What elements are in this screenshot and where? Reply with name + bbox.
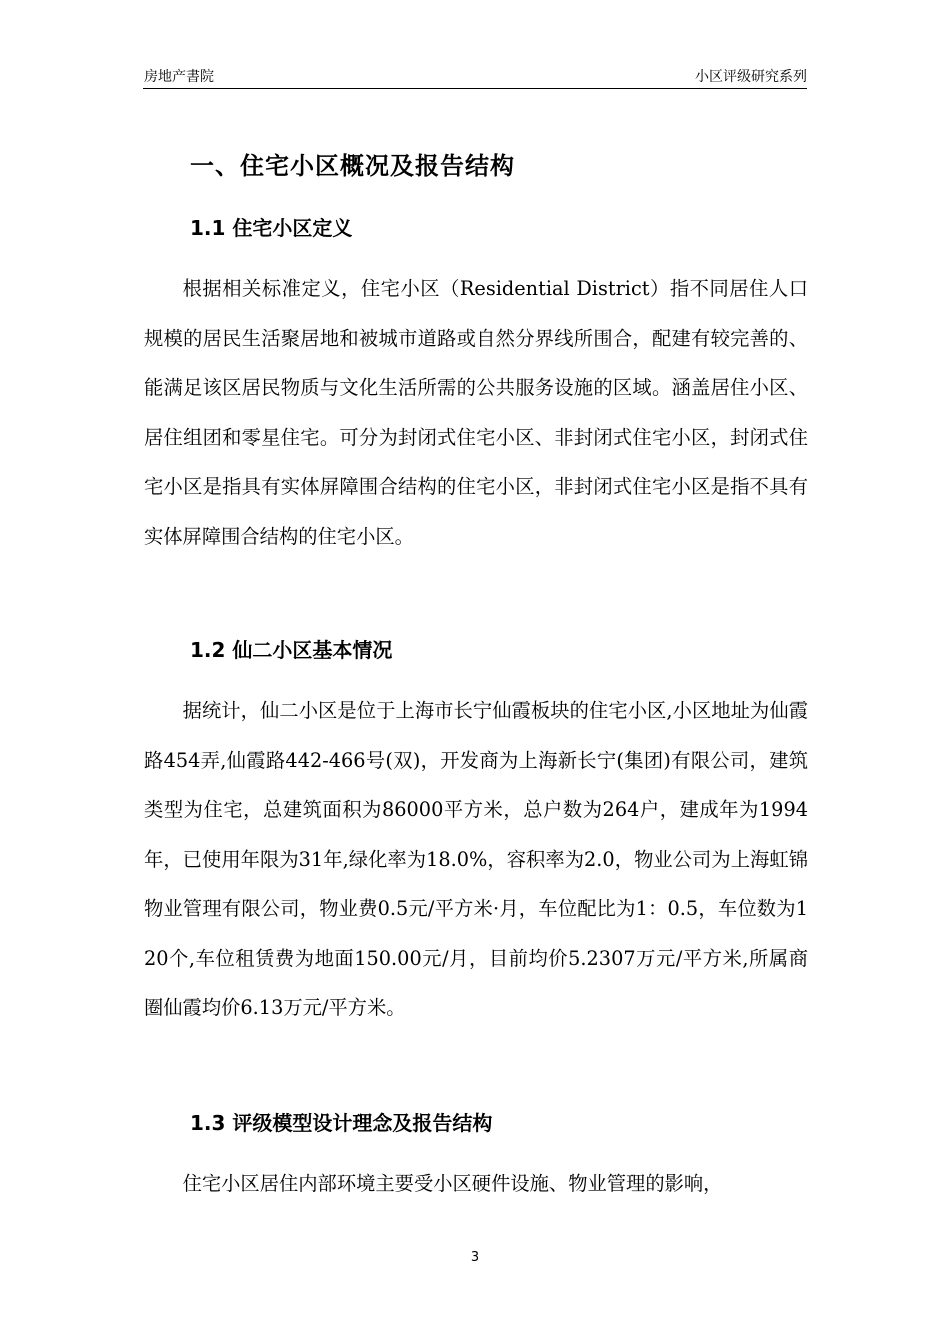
subsection-heading-1-3: 1.3 评级模型设计理念及报告结构 — [190, 1111, 493, 1135]
page-number: 3 — [470, 1250, 480, 1265]
page-header — [143, 66, 807, 89]
header-series-title: 小区评级研究系列 — [695, 69, 807, 85]
paragraph-definition: 根据相关标准定义，住宅小区（Residential District）指不同居住人口规模的居民生活聚居地和被城市道路或自然分界线所围合，配建有较完善的、能满足该区居民物质与文化生活所需的公共服务设施的区域。涵盖居住小区、居住组团和零星住宅。可分为封闭式住宅小区、非封闭式住宅小区，封闭式住宅小区是指具有实体屏障围合结构的住宅小区，非封闭式住宅小区是指不具有实体屏障围合结构的住宅小区。 — [144, 277, 808, 548]
header-publisher: 房地产書院 — [144, 69, 214, 85]
subsection-heading-1-1: 1.1 住宅小区定义 — [190, 216, 353, 240]
section-title: 一、住宅小区概况及报告结构 — [190, 152, 515, 180]
paragraph-community-overview: 据统计，仙二小区是位于上海市长宁仙霞板块的住宅小区,小区地址为仙霞路454弄,仙霞路442-466号(双)，开发商为上海新长宁(集团)有限公司，建筑类型为住宅，总建筑面积为86000平方米，总户数为264户，建成年为1994年，已使用年限为31年,绿化率为18.0%，容积率为2.0，物业公司为上海虹锦物业管理有限公司，物业费0.5元/平方米·月，车位配比为1：0.5，车位数为120个,车位租赁费为地面150.00元/月，目前均价5.2307万元/平方米,所属商圈仙霞均价6.13万元/平方米。 — [144, 699, 808, 1019]
subsection-heading-1-2: 1.2 仙二小区基本情况 — [190, 638, 393, 662]
paragraph-model-design: 住宅小区居住内部环境主要受小区硬件设施、物业管理的影响， — [182, 1172, 723, 1195]
